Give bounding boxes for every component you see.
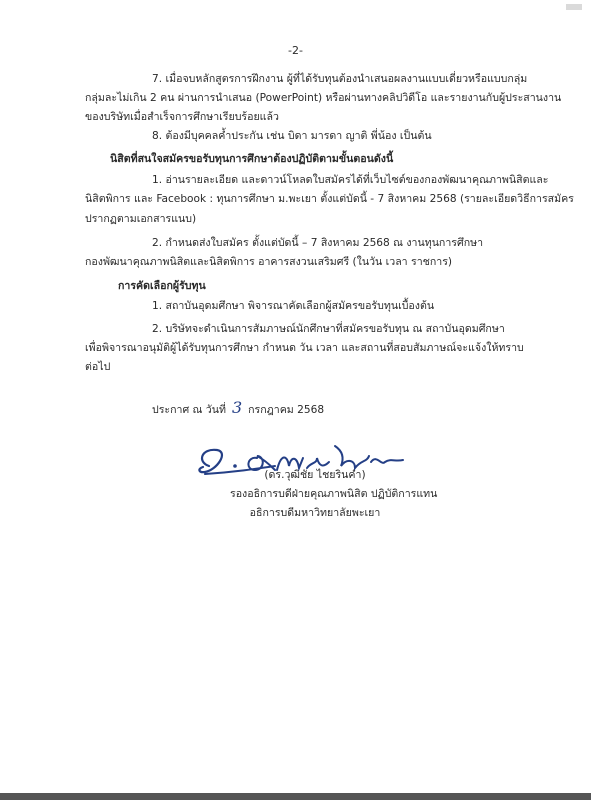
selection-step-2-line-2: เพื่อพิจารณาอนุมัติผู้ได้รับทุนการศึกษา กำหนด วัน เวลา และสถานที่สอบสัมภาษณ์จะแจ้งให้ทราบ	[85, 342, 524, 354]
selection-step-2-line-1: 2. บริษัทจะดำเนินการสัมภาษณ์นักศึกษาที่สมัครขอรับทุน ณ สถาบันอุดมศึกษา	[152, 323, 505, 335]
item-7-line-1: 7. เมื่อจบหลักสูตรการฝึกงาน ผู้ที่ได้รับทุนต้องนำเสนอผลงานแบบเดี่ยวหรือแบบกลุ่ม	[152, 73, 528, 85]
page-number: -2-	[288, 44, 303, 57]
item-8: 8. ต้องมีบุคคลค้ำประกัน เช่น บิดา มารดา ญาติ พี่น้อง เป็นต้น	[152, 130, 432, 142]
apply-step-2-line-1: 2. กำหนดส่งใบสมัคร ตั้งแต่บัดนี้ – 7 สิงหาคม 2568 ณ งานทุนการศึกษา	[152, 237, 484, 249]
item-7-line-2: กลุ่มละไม่เกิน 2 คน ผ่านการนำเสนอ (PowerPoint) หรือผ่านทางคลิปวิดีโอ และรายงานกับผู้ประสานงาน	[85, 92, 562, 104]
selection-step-2-line-3: ต่อไป	[85, 361, 111, 373]
apply-step-1-line-1: 1. อ่านรายละเอียด และดาวน์โหลดใบสมัครได้ที่เว็บไซต์ของกองพัฒนาคุณภาพนิสิตและ	[152, 174, 549, 186]
selection-step-1: 1. สถาบันอุดมศึกษา พิจารณาคัดเลือกผู้สมัครขอรับทุนเบื้องต้น	[152, 300, 435, 312]
apply-heading: นิสิตที่สนใจสมัครขอรับทุนการศึกษาต้องปฏิบัติตามขั้นตอนดังนี้	[110, 153, 394, 165]
scan-mark	[566, 4, 582, 10]
signatory-title-2: อธิการบดีมหาวิทยาลัยพะเยา	[249, 507, 381, 519]
apply-step-1-line-3: ปรากฏตามเอกสารแนบ)	[85, 213, 197, 225]
apply-step-1-line-2: นิสิตพิการ และ Facebook : ทุนการศึกษา ม.พะเยา ตั้งแต่บัดนี้ - 7 สิงหาคม 2568 (รายละเอียดวิธีการสมัคร	[85, 193, 574, 205]
selection-heading: การคัดเลือกผู้รับทุน	[118, 280, 206, 292]
scan-bottom-edge	[0, 793, 591, 800]
announcement-prefix: ประกาศ ณ วันที่	[152, 404, 226, 416]
signatory-title-1: รองอธิการบดีฝ่ายคุณภาพนิสิต ปฏิบัติการแทน	[230, 488, 438, 500]
item-7-line-3: ของบริษัทเมื่อสำเร็จการศึกษาเรียบร้อยแล้ว	[85, 111, 279, 123]
announcement-date	[152, 398, 324, 418]
announcement-month-year: กรกฎาคม 2568	[248, 404, 325, 416]
handwritten-day: 3	[231, 398, 243, 417]
signatory-name: (ดร.วุฒิชัย ไชยรินคำ)	[264, 469, 366, 481]
apply-step-2-line-2: กองพัฒนาคุณภาพนิสิตและนิสิตพิการ อาคารสงวนเสริมศรี (ในวัน เวลา ราชการ)	[85, 256, 453, 268]
